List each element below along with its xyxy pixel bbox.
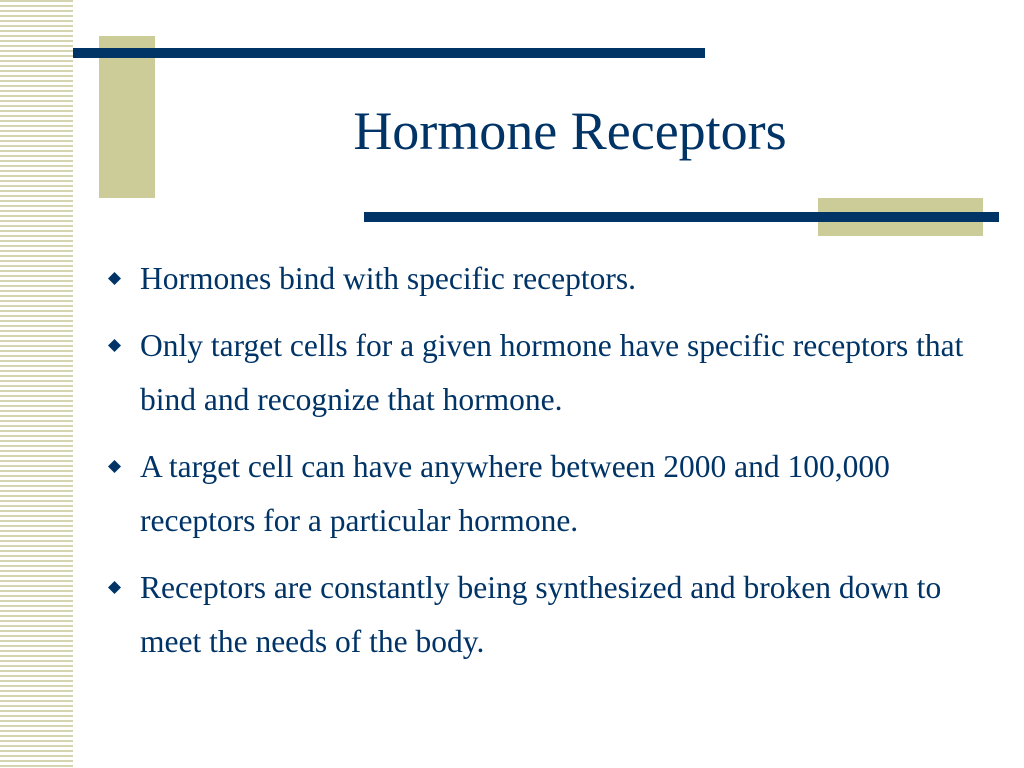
bullet-item [104,440,984,548]
bullet-text: Only target cells for a given hormone have specific receptors that bind and recognize that hormone. [140,328,964,417]
top-title-rule [73,48,705,58]
bottom-title-rule [364,212,999,222]
diamond-bullet-icon [108,339,121,352]
diamond-bullet-icon [108,272,121,285]
slide-title: Hormone Receptors [353,101,787,161]
bullet-item [104,252,984,306]
bullet-text: Hormones bind with specific receptors. [140,261,636,296]
bullet-text: A target cell can have anywhere between 2000 and 100,000 receptors for a particular hormone. [140,449,890,538]
bullet-item [104,561,984,669]
bullet-text: Receptors are constantly being synthesized and broken down to meet the needs of the body. [140,570,942,659]
diamond-bullet-icon [108,460,121,473]
left-stripe-decoration [0,0,73,768]
diamond-bullet-icon [108,581,121,594]
bullet-list [104,252,984,682]
vertical-accent-block [99,36,155,198]
bullet-item [104,319,984,427]
